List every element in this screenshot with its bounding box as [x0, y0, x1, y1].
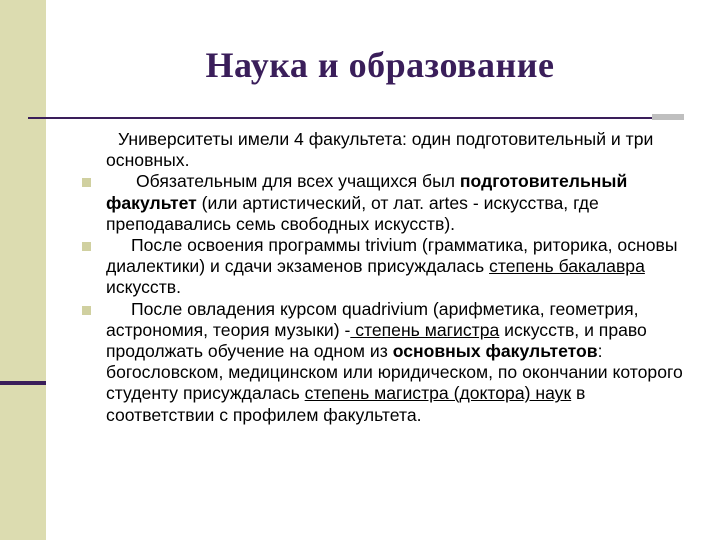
- intro-paragraph: [106, 129, 691, 171]
- bullet-item-3: [106, 299, 691, 426]
- left-decor-line: [0, 381, 46, 385]
- slide-body: [106, 129, 691, 426]
- slide-title: Наука и образование: [205, 45, 555, 85]
- bullet-3-text-2: искусств, и право продолжать обучение на одном из: [106, 319, 647, 362]
- bullet-3-text-4: в соответствии с профилем факультета.: [106, 383, 586, 425]
- bullet-3-text-3: : богословском, медицинском или юридическом, по окончании которого студенту присуждалась: [106, 341, 683, 404]
- bullet-3-underlined-2: степень магистра (доктора) наук: [304, 383, 572, 404]
- bullet-1-text-2: (или артистический, от лат. artes - искусства, где преподавались семь свободных искусств).: [106, 192, 599, 234]
- bullet-marker: [82, 178, 91, 187]
- bullet-1-bold: подготовительный факультет: [106, 171, 628, 213]
- bullet-1-text-1: Обязательным для всех учащихся был: [136, 171, 460, 192]
- bullet-2-underlined: степень бакалавра: [489, 256, 645, 277]
- bullet-2-text-1: После освоения программы trivium (грамматика, риторика, основы диалектики) и сдачи экзаменов присуждалась: [106, 235, 678, 277]
- bullet-marker: [82, 242, 91, 251]
- bullet-3-text-1: После овладения курсом quadrivium (арифметика, геометрия, астрономия, теория музыки) -: [106, 298, 639, 340]
- left-decor-bar: [0, 0, 46, 540]
- bullet-item-2: [106, 235, 691, 299]
- title-divider-accent: [652, 114, 684, 120]
- bullet-3-underlined-1: степень магистра: [350, 319, 500, 340]
- intro-text: Университеты имели 4 факультета: один подготовительный и три основных.: [106, 129, 654, 171]
- bullet-marker: [82, 306, 91, 315]
- bullet-2-text-2: искусств.: [106, 277, 182, 298]
- bullet-item-1: [106, 171, 691, 235]
- bullet-3-bold: основных факультетов: [392, 341, 598, 362]
- title-divider: [28, 117, 652, 119]
